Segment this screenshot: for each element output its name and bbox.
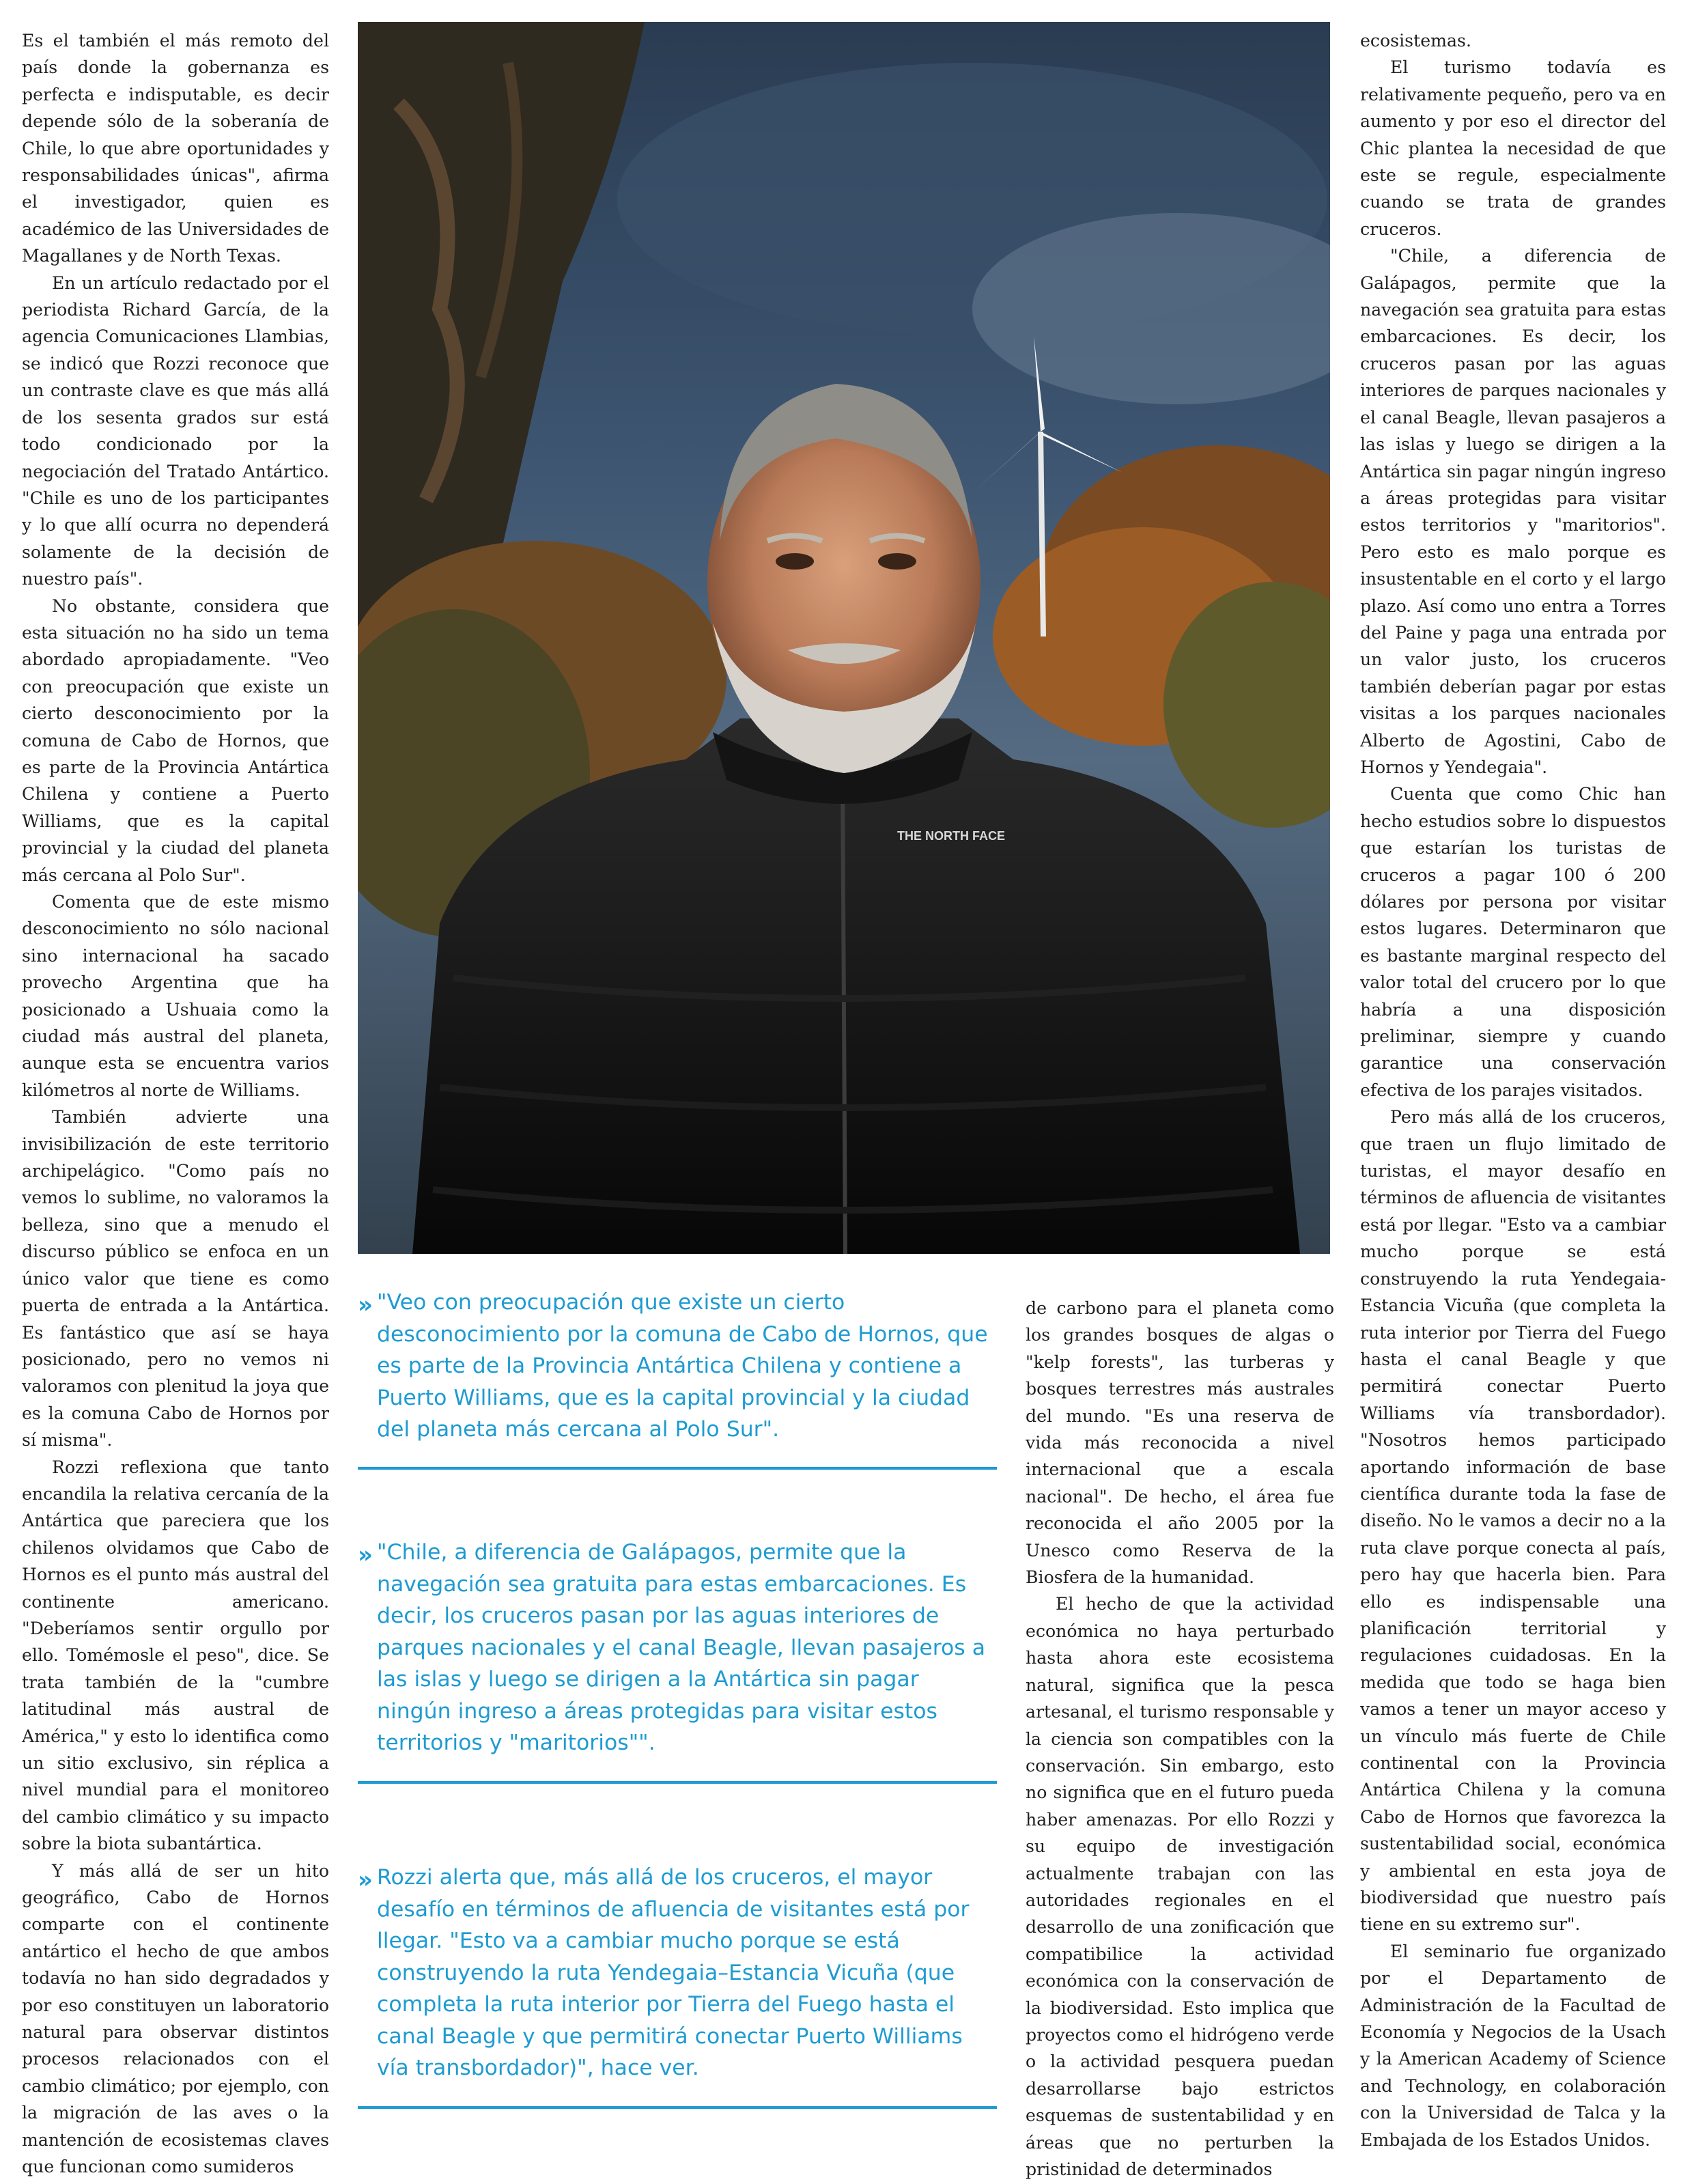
pull-quote-text: "Veo con preocupación que existe un cierto desconocimiento por la comuna de Cabo de Hornos, que es parte de la Provincia Antártica Chilena y contiene a Puerto Williams, que es la capital provincial y la ciudad del planeta más cercana al Polo Sur".: [377, 1290, 988, 1442]
article-column-3: [1360, 27, 1666, 2153]
divider: [358, 1467, 997, 1470]
pull-quote-text: Rozzi alerta que, más allá de los cruceros, el mayor desafío en términos de afluencia de visitantes está por llegar. "Esto va a cambiar mucho porque se está construyendo la ruta Yendegaia–Estancia Vicuña (que completa la ruta interior por Tierra del Fuego hasta el canal Beagle y que permitirá conectar Puerto Williams vía transbordador)", hace ver.: [377, 1865, 970, 2080]
pull-quote-1: [358, 1287, 997, 1446]
paragraph: Pero más allá de los cruceros, que traen un flujo limitado de turistas, el mayor desafío en términos de afluencia de visitantes está por llegar. "Esto va a cambiar mucho porque se está construyendo la ruta Yendegaia-Estancia Vicuña (que completa la ruta interior por Tierra del Fuego hasta el canal Beagle y que permitirá conectar Puerto Williams vía transbordador). "Nosotros hemos participado aportando información de base científica durante toda la fase de diseño. No le vamos a decir no a la ruta clave porque conecta al país, pero hay que hacerla bien. Para ello es indispensable una planificación territorial y regulaciones cuidadosas. En la medida que todo se haga bien vamos a tener un mayor acceso y un vínculo más fuerte de Chile continental con la Provincia Antártica Chilena y la comuna Cabo de Hornos que favorezca la sustentabilidad social, económica y ambiental en esta joya de biodiversidad que nuestro país tiene en su extremo sur".: [1360, 1107, 1666, 1935]
paragraph: Y más allá de ser un hito geográfico, Cabo de Hornos comparte con el continente antártico el hecho de que ambos todavía no han sido degradados y por eso constituyen un laboratorio natural para observar distintos procesos relacionados con el cambio climático; por ejemplo, con la migración de las aves o la mantención de ecosistemas claves que funcionan como sumideros: [22, 1860, 329, 2177]
pull-quote-2: [358, 1537, 997, 1759]
paragraph: ecosistemas.: [1360, 31, 1471, 51]
divider: [358, 2106, 997, 2109]
paragraph: Cuenta que como Chic han hecho estudios sobre lo dispuestos que estarían los turistas de cruceros a pagar 100 ó 200 dólares por persona por visitar estos lugares. Determinaron que es bastante marginal respecto del valor total del crucero por lo que habría a una disposición preliminar, siempre y cuando garantice una conservación efectiva de los parajes visitados.: [1360, 784, 1666, 1100]
pull-quote-text: "Chile, a diferencia de Galápagos, permite que la navegación sea gratuita para estas embarcaciones. Es decir, los cruceros pasan por las aguas interiores de parques nacionales y el canal Beagle, llevan pasajeros a las islas y luego se dirigen a la Antártica sin pagar ningún ingreso a áreas protegidas para visitar estos territorios y "maritorios"".: [377, 1540, 985, 1755]
portrait-illustration: [358, 22, 1330, 1254]
article-column-1: [22, 27, 329, 2181]
portrait-photo: [358, 22, 1330, 1254]
double-chevron-icon: »: [358, 1866, 371, 1894]
paragraph: El turismo todavía es relativamente pequeño, pero va en aumento y por eso el director del Chic plantea la necesidad de que este se regule, especialmente cuando se trata de grandes cruceros.: [1360, 57, 1666, 239]
paragraph: "Chile, a diferencia de Galápagos, permite que la navegación sea gratuita para estas embarcaciones. Es decir, los cruceros pasan por las aguas interiores de parques nacionales y el canal Beagle, llevan pasajeros a las islas y luego se dirigen a la Antártica sin pagar ningún ingreso a áreas protegidas para visitar estos territorios y "maritorios". Pero esto es malo porque es insustentable en el corto y el largo plazo. Así como uno entra a Torres del Paine y paga una entrada por un valor justo, los cruceros también deberían pagar por estas visitas a los parques nacionales Alberto de Agostini, Cabo de Hornos y Yendegaia".: [1360, 246, 1666, 777]
paragraph: Es el también el más remoto del país donde la gobernanza es perfecta e indisputable, es decir depende sólo de la soberanía de Chile, lo que abre oportunidades y responsabilidades únicas", afirma el investigador, quien es académico de las Universidades de Magallanes y de North Texas.: [22, 31, 329, 266]
paragraph: Comenta que de este mismo desconocimiento no sólo nacional sino internacional ha sacado provecho Argentina que ha posicionado a Ushuaia como la ciudad más austral del planeta, aunque esta se encuentra varios kilómetros al norte de Williams.: [22, 892, 329, 1100]
paragraph: También advierte una invisibilización de este territorio archipelágico. "Como país no vemos lo sublime, no valoramos la belleza, sino que a menudo el discurso público se enfoca en un único valor que tiene es como puerta de entrada a la Antártica. Es fantástico que así se haya posicionado, pero no vemos ni valoramos con plenitud la joya que es la comuna Cabo de Hornos por sí misma".: [22, 1107, 329, 1451]
paragraph: Rozzi reflexiona que tanto encandila la relativa cercanía de la Antártica que pareciera que los chilenos olvidamos que Cabo de Hornos es el punto más austral del continente americano. "Deberíamos sentir orgullo por ello. Tomémosle el peso", dice. Se trata también de la "cumbre latitudinal más austral de América," y esto lo identifica como un sitio exclusivo, sin réplica a nivel mundial para el monitoreo del cambio climático y su impacto sobre la biota subantártica.: [22, 1457, 329, 1854]
paragraph: de carbono para el planeta como los grandes bosques de algas o "kelp forests", las turberas y bosques terrestres más australes del mundo. "Es una reserva de vida más reconocida a nivel internacional que a escala nacional". De hecho, el área fue reconocida el año 2005 por la Unesco como Reserva de la Biosfera de la humanidad.: [1026, 1298, 1334, 1588]
article-column-2: [1026, 1295, 1334, 2183]
double-chevron-icon: »: [358, 1291, 371, 1319]
divider: [358, 1781, 997, 1784]
double-chevron-icon: »: [358, 1541, 371, 1569]
paragraph: No obstante, considera que esta situación no ha sido un tema abordado apropiadamente. "Veo con preocupación que existe un cierto desconocimiento por la comuna de Cabo de Hornos, que es parte de la Provincia Antártica Chilena y contiene a Puerto Williams, que es la capital provincial y la ciudad del planeta más cercana al Polo Sur".: [22, 596, 329, 885]
paragraph: En un artículo redactado por el periodista Richard García, de la agencia Comunicaciones Llambias, se indicó que Rozzi reconoce que un contraste clave es que más allá de los sesenta grados sur está todo condicionado por la negociación del Tratado Antártico. "Chile es uno de los participantes y lo que allí ocurra no dependerá solamente de la decisión de nuestro país".: [22, 272, 329, 589]
pull-quote-3: [358, 1862, 997, 2084]
jacket-logo: THE NORTH FACE: [897, 829, 1006, 843]
paragraph: El hecho de que la actividad económica no haya perturbado hasta ahora este ecosistema natural, significa que la pesca artesanal, el turismo responsable y la ciencia son compatibles con la conservación. Sin embargo, esto no significa que en el futuro pueda haber amenazas. Por ello Rozzi y su equipo de investigación actualmente trabajan con las autoridades regionales en el desarrollo de una zonificación que compatibilice la actividad económica con la conservación de la biodiversidad. Esto implica que proyectos como el hidrógeno verde o la actividad pesquera puedan desarrollarse bajo estrictos esquemas de sustentabilidad y en áreas que no perturben la pristinidad de determinados: [1026, 1594, 1334, 2179]
paragraph: El seminario fue organizado por el Departamento de Administración de la Facultad de Economía y Negocios de la Usach y la American Academy of Science and Technology, en colaboración con la Universidad de Talca y la Embajada de los Estados Unidos.: [1360, 1941, 1666, 2150]
